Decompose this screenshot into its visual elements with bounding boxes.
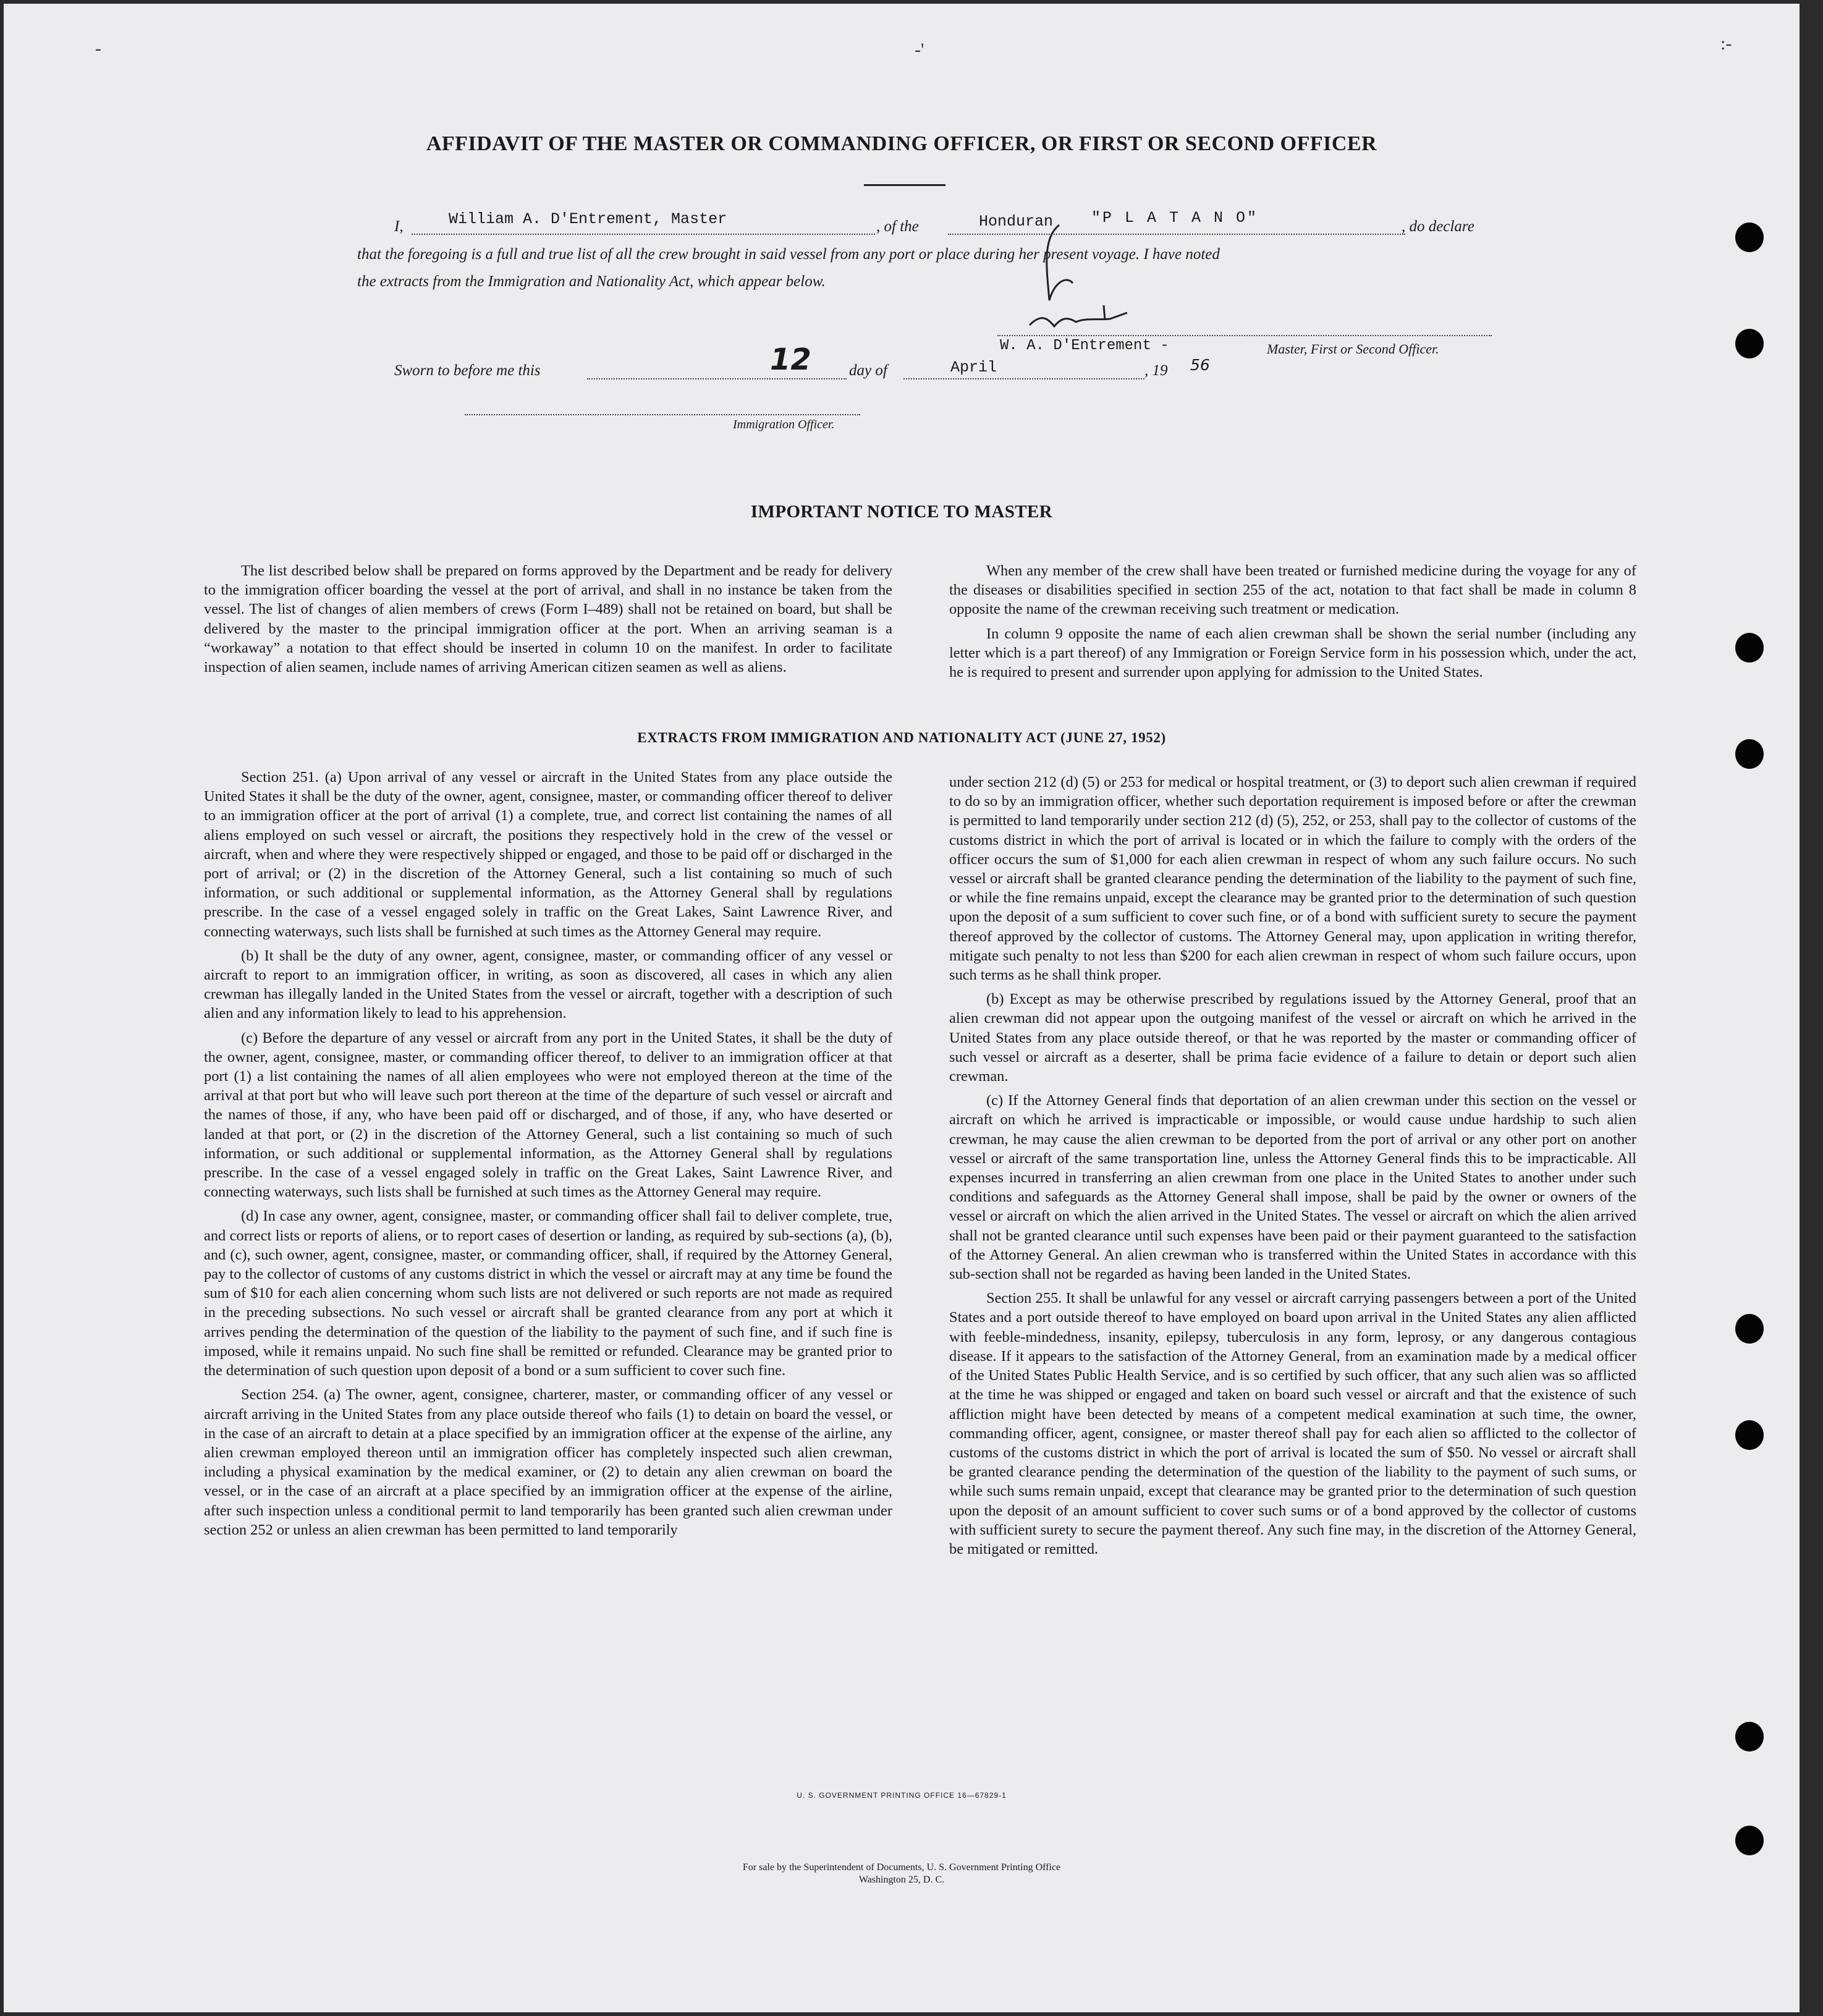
vessel-line [948, 234, 1405, 235]
notice-right-paragraph-2: In column 9 opposite the name of each alien crewman shall be shown the serial number (including any letter which is a part thereof) of any Immigration or Foreign Service form in his possession which, under the act, he is required to present and surrender upon applying for admission to the United States. [949, 625, 1636, 681]
extract-left-paragraph-5: Section 254. (a) The owner, agent, consignee, charterer, master, or commanding officer of any vessel or aircraft arriving in the United States from any place outside thereof who fails (1) to detain on board the vessel, or in the case of an aircraft to detain at a place specified by an immigration officer at the expense of the airline, any alien crewman employed thereon until an immigration officer has completely inspected such alien crewman, including a physical examination by the medical examiner, or (2) to detain any alien crewman on board the vessel, or in the case of an aircraft at a place specified by an immigration officer at the expense of the airline, after such inspection unless a conditional permit to land temporarily has been granted such alien crewman under section 252 or unless an alien crewman has been permitted to land temporarily [204, 1386, 892, 1538]
scan-mark: :- [1720, 33, 1732, 54]
vessel-flag: Honduran [979, 213, 1054, 231]
extract-left-paragraph-4: (d) In case any owner, agent, consignee, master, or commanding officer shall fail to deliver complete, true, and correct lists or reports of aliens, or to report cases of desertion or landing, as required by sub-sections (a), (b), and (c), such owner, agent, consignee, master, or commanding officer, shall, if required by the Attorney General, pay to the collector of customs of any customs district in which the vessel or aircraft may at any time be found the sum of $10 for each alien concerning whom such lists are not delivered or such reports are not made as required in the preceding subsections. No such vessel or aircraft shall be granted clearance from any port at which it arrives pending the determination of the question of the liability to the payment of such fine, and if such fine is imposed, while it remains unpaid. No such fine shall be remitted or refunded. Clearance may be granted prior to the determination of such question upon deposit of a bond or a sum sufficient to cover such fine. [204, 1208, 892, 1379]
sworn-day: 12 [770, 342, 811, 377]
signer-role: Master, First or Second Officer. [1267, 341, 1439, 357]
sale-notice [4, 1861, 1800, 1886]
extracts-left-column [204, 768, 892, 1544]
extract-right-paragraph-1: under section 212 (d) (5) or 253 for medical or hospital treatment, or (3) to deport such alien crewman if required to do so by an immigration officer, whether such deportation requirement is imposed before or after the crewman is permitted to land temporarily under section 212 (d) (5), 252, or 253, shall pay to the collector of customs of the customs district in which the port of arrival is located or in which the failure to comply with the orders of the officer occurs the sum of $1,000 for each alien crewman in respect of whom any such failure occurs. No such vessel or aircraft shall be granted clearance pending the determination of the liability to the payment of such fine, or while the fine remains unpaid, except the clearance may be granted prior to the determination of such question upon the deposit of a sum sufficient to cover such fine, or of a bond with sufficient surety to secure the payment thereof approved by the collector of customs. The Attorney General may, upon application in writing therefor, mitigate such penalty to not less than $200 for each alien crewman in respect of whom such failure occurs, upon such terms as he shall think proper. [949, 774, 1636, 984]
officer-line [465, 414, 860, 415]
extracts-title: EXTRACTS FROM IMMIGRATION AND NATIONALITY ACT (JUNE 27, 1952) [637, 730, 1166, 745]
do-declare-label: , do declare [1402, 218, 1474, 235]
document-page [4, 4, 1800, 2012]
notice-left-column [204, 561, 892, 682]
punch-hole-6 [1735, 1420, 1764, 1450]
sworn-month: April [950, 358, 997, 376]
declarant-field: William A. D'Entrement, Master [449, 210, 727, 228]
extract-left-paragraph-2: (b) It shall be the duty of any owner, agent, consignee, master, or commanding officer of any vessel or aircraft to report to an immigration officer, in writing, as soon as discovered, all cases in which any alien crewman has illegally landed in the United States from the vessel or aircraft, together with a description of such alien and any information likely to lead to his apprehension. [204, 947, 892, 1022]
affidavit-title: AFFIDAVIT OF THE MASTER OR COMMANDING OFFICER, OR FIRST OR SECOND OFFICER [426, 132, 1377, 155]
extract-right-paragraph-2: (b) Except as may be otherwise prescribed by regulations issued by the Attorney General, proof that an alien crewman did not appear upon the outgoing manifest of the vessel or aircraft on which he arrived in the United States from any place outside thereof, or that he was reported by the master or commanding officer of such vessel or aircraft as a deserter, shall be prima facie evidence of a failure to detain or deport such alien crewman. [949, 991, 1636, 1085]
title-rule [864, 184, 945, 186]
sale-line-2: Washington 25, D. C. [858, 1874, 945, 1885]
notice-title: IMPORTANT NOTICE TO MASTER [750, 502, 1053, 522]
year-prefix: , 19 [1144, 362, 1168, 379]
vessel-name: "P L A T A N O" [1091, 209, 1259, 227]
extracts-right-column [949, 773, 1636, 1564]
master-signature [1017, 214, 1141, 337]
of-the-label: , of the [876, 218, 919, 235]
statement-line-1: that the foregoing is a full and true list of all the crew brought in said vessel from any port or place during her present voyage. I have noted [357, 246, 1220, 263]
sale-line-1: For sale by the Superintendent of Documents, U. S. Government Printing Office [742, 1862, 1061, 1873]
sworn-label: Sworn to before me this [394, 362, 541, 379]
extract-right-paragraph-3: (c) If the Attorney General finds that deportation of an alien crewman under this section on the vessel or aircraft on which he arrived is impracticable or impossible, or would cause undue hardship to such alien crewman, he may cause the alien crewman to be deported from the port of arrival or any other port on another vessel or aircraft of the same transportation line, unless the Attorney General finds this to be impracticable. All expenses incurred in transferring an alien crewman from one place in the United States to another under such conditions and safeguards as the Attorney General shall impose, shall be paid by the owner or owners of the vessel or aircraft on which the alien arrived in the United States. The vessel or aircraft on which the alien arrived shall not be granted clearance until such expenses have been paid or their payment guaranteed to the satisfaction of the Attorney General. An alien crewman who is transferred within the United States in accordance with this sub-section shall not be regarded as having been landed in the United States. [949, 1092, 1636, 1283]
extract-left-paragraph-1: Section 251. (a) Upon arrival of any vessel or aircraft in the United States from any place outside the United States it shall be the duty of the owner, agent, consignee, master, or commanding officer thereof to deliver to an immigration officer at the port of arrival (1) a complete, true, and correct list containing the names of all aliens employed on such vessel or aircraft, the positions they respectively hold in the crew of the vessel or aircraft, when and where they were respectively shipped or engaged, and those to be paid off or discharged in the port of arrival; or (2) in the discretion of the Attorney General, such a list containing so much of such information, or such additional or supplemental information, as the Attorney General shall by regulations prescribe. In the case of a vessel engaged solely in traffic on the Great Lakes, Saint Lawrence River, and connecting waterways, such lists shall be furnished at such times as the Attorney General may require. [204, 769, 892, 940]
scan-mark: -' [915, 40, 924, 60]
punch-hole-3 [1735, 633, 1764, 663]
sworn-year: 56 [1190, 356, 1210, 374]
punch-hole-1 [1735, 222, 1764, 252]
sworn-day-line [587, 378, 847, 379]
notice-right-column [949, 561, 1636, 687]
extract-right-paragraph-4: Section 255. It shall be unlawful for any vessel or aircraft carrying passengers between a port of the United States and a port outside thereof to have employed on board upon arrival in the United States any alien afflicted with feeble-mindedness, insanity, epilepsy, tuberculosis in any form, leprosy, or any dangerous contagious disease. If it appears to the satisfaction of the Attorney General, from an examination made by a medical officer of the United States Public Health Service, and is so certified by such officer, that any such alien was so afflicted at the time he was shipped or engaged and taken on board such vessel or aircraft and that the existence of such affliction might have been detected by means of a competent medical examination at such time, the owner, commanding officer, agent, consignee, or master thereof shall pay for each alien so afflicted to the collector of customs of the customs district in which the port of arrival is located the sum of $50. No vessel or aircraft shall be granted clearance pending the determination of the question of the liability to the payment of such sums, or while such sums remain unpaid, except that clearance may be granted prior to the determination of such question upon the deposit of an amount sufficient to cover such sums or of a bond approved by the collector of customs with sufficient surety to secure the payment thereof. Any such fine may, in the discretion of the Attorney General, be mitigated or remitted. [949, 1290, 1636, 1557]
punch-hole-2 [1735, 329, 1764, 358]
officer-label: Immigration Officer. [733, 418, 835, 431]
notice-right-paragraph-1: When any member of the crew shall have been treated or furnished medicine during the voyage for any of the diseases or disabilities specified in section 255 of the act, notation to that fact shall be made in column 8 opposite the name of the crewman receiving such treatment or medication. [949, 562, 1636, 618]
punch-hole-5 [1735, 1314, 1764, 1344]
statement-line-2: the extracts from the Immigration and Nationality Act, which appear below. [357, 273, 826, 290]
punch-hole-7 [1735, 1722, 1764, 1751]
extract-left-paragraph-3: (c) Before the departure of any vessel or aircraft from any port in the United States, it shall be the duty of the owner, agent, consignee, master, or commanding officer thereof, to deliver to an immigration officer at that port (1) a list containing the names of all alien employees who were not employed thereon at the time of the arrival at that port but who will leave such port thereon at the time of the departure of such vessel or aircraft and the names of those, if any, who have been paid off or discharged, and of those, if any, who have deserted or landed at that port, or (2) in the discretion of the Attorney General, such a list containing so much of such information, or such additional or supplemental information, as the Attorney General shall by regulations prescribe. In the case of a vessel engaged solely in traffic on the Great Lakes, Saint Lawrence River, and connecting waterways, such lists shall be furnished at such times as the Attorney General may require. [204, 1029, 892, 1201]
signature-line [997, 335, 1492, 336]
sworn-month-line [903, 378, 1144, 379]
signer-typed: W. A. D'Entrement - [1000, 337, 1169, 354]
scan-mark: - [95, 38, 101, 59]
printer-imprint: U. S. GOVERNMENT PRINTING OFFICE 16—67829-1 [797, 1791, 1007, 1800]
notice-left-paragraph: The list described below shall be prepared on forms approved by the Department and be ready for delivery to the immigration officer boarding the vessel at the port of arrival, and shall in no instance be taken from the vessel. The list of changes of alien members of crews (Form I–489) shall not be retained on board, but shall be delivered by the master to the principal immigration officer at the port. When an arriving seaman is a “workaway” a notation to that effect should be inserted in column 10 on the manifest. In order to facilitate inspection of alien seamen, include names of arriving American citizen seamen as well as aliens. [204, 562, 892, 676]
day-of-label: day of [849, 362, 887, 379]
declarant-line [412, 234, 875, 235]
i-label: I, [394, 218, 404, 235]
punch-hole-8 [1735, 1826, 1764, 1855]
